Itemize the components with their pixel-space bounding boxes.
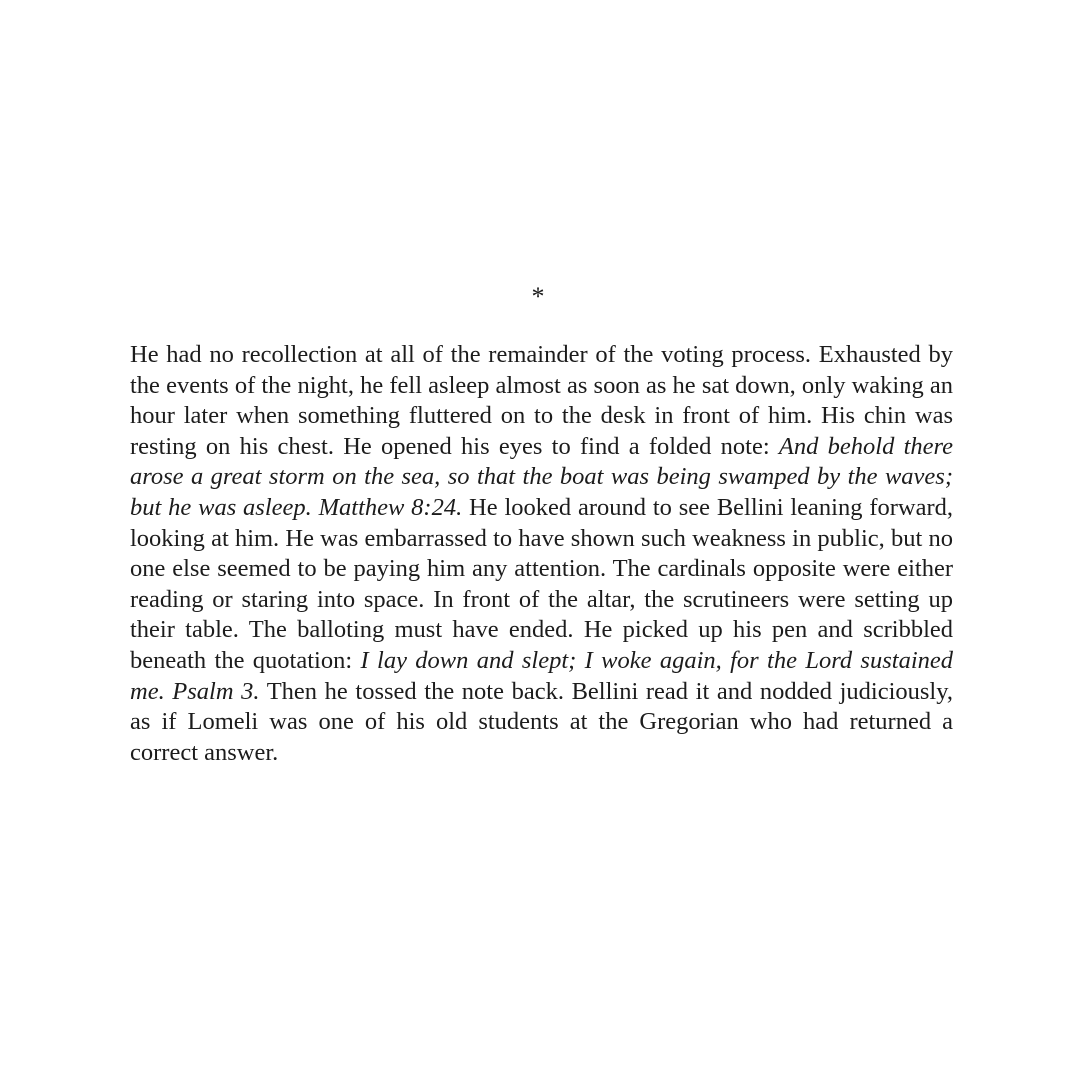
- paragraph-segment: Then he tossed the note back. Bellini read it and nodded judiciously, as if Lomeli was one of his old students at the Gregorian who had returned a correct answer.: [130, 677, 953, 766]
- scripture-quote-psalm: I lay down and slept; I woke again, for the Lord sustained me. Psalm 3.: [130, 646, 953, 705]
- paragraph-segment: He had no recollection at all of the remainder of the voting process. Exhausted by the events of the night, he fell asleep almost as soon as he sat down, only waking an hour later when something fluttered on to the desk in front of him. His chin was resting on his chest. He opened his eyes to find a folded note:: [130, 341, 953, 460]
- scripture-quote-matthew: And behold there arose a great storm on the sea, so that the boat was being swamped by the waves; but he was asleep. Matthew 8:24.: [130, 432, 954, 521]
- paragraph-segment: He looked around to see Bellini leaning forward, looking at him. He was embarrassed to have shown such weakness in public, but no one else seemed to be paying him any attention. The cardinals opposite were either reading or staring into space. In front of the altar, the scrutineers were setting up their table. The balloting must have ended. He picked up his pen and scribbled beneath the quotation:: [130, 493, 953, 674]
- body-paragraph: [130, 340, 953, 768]
- section-break-asterisk: *: [531, 282, 545, 311]
